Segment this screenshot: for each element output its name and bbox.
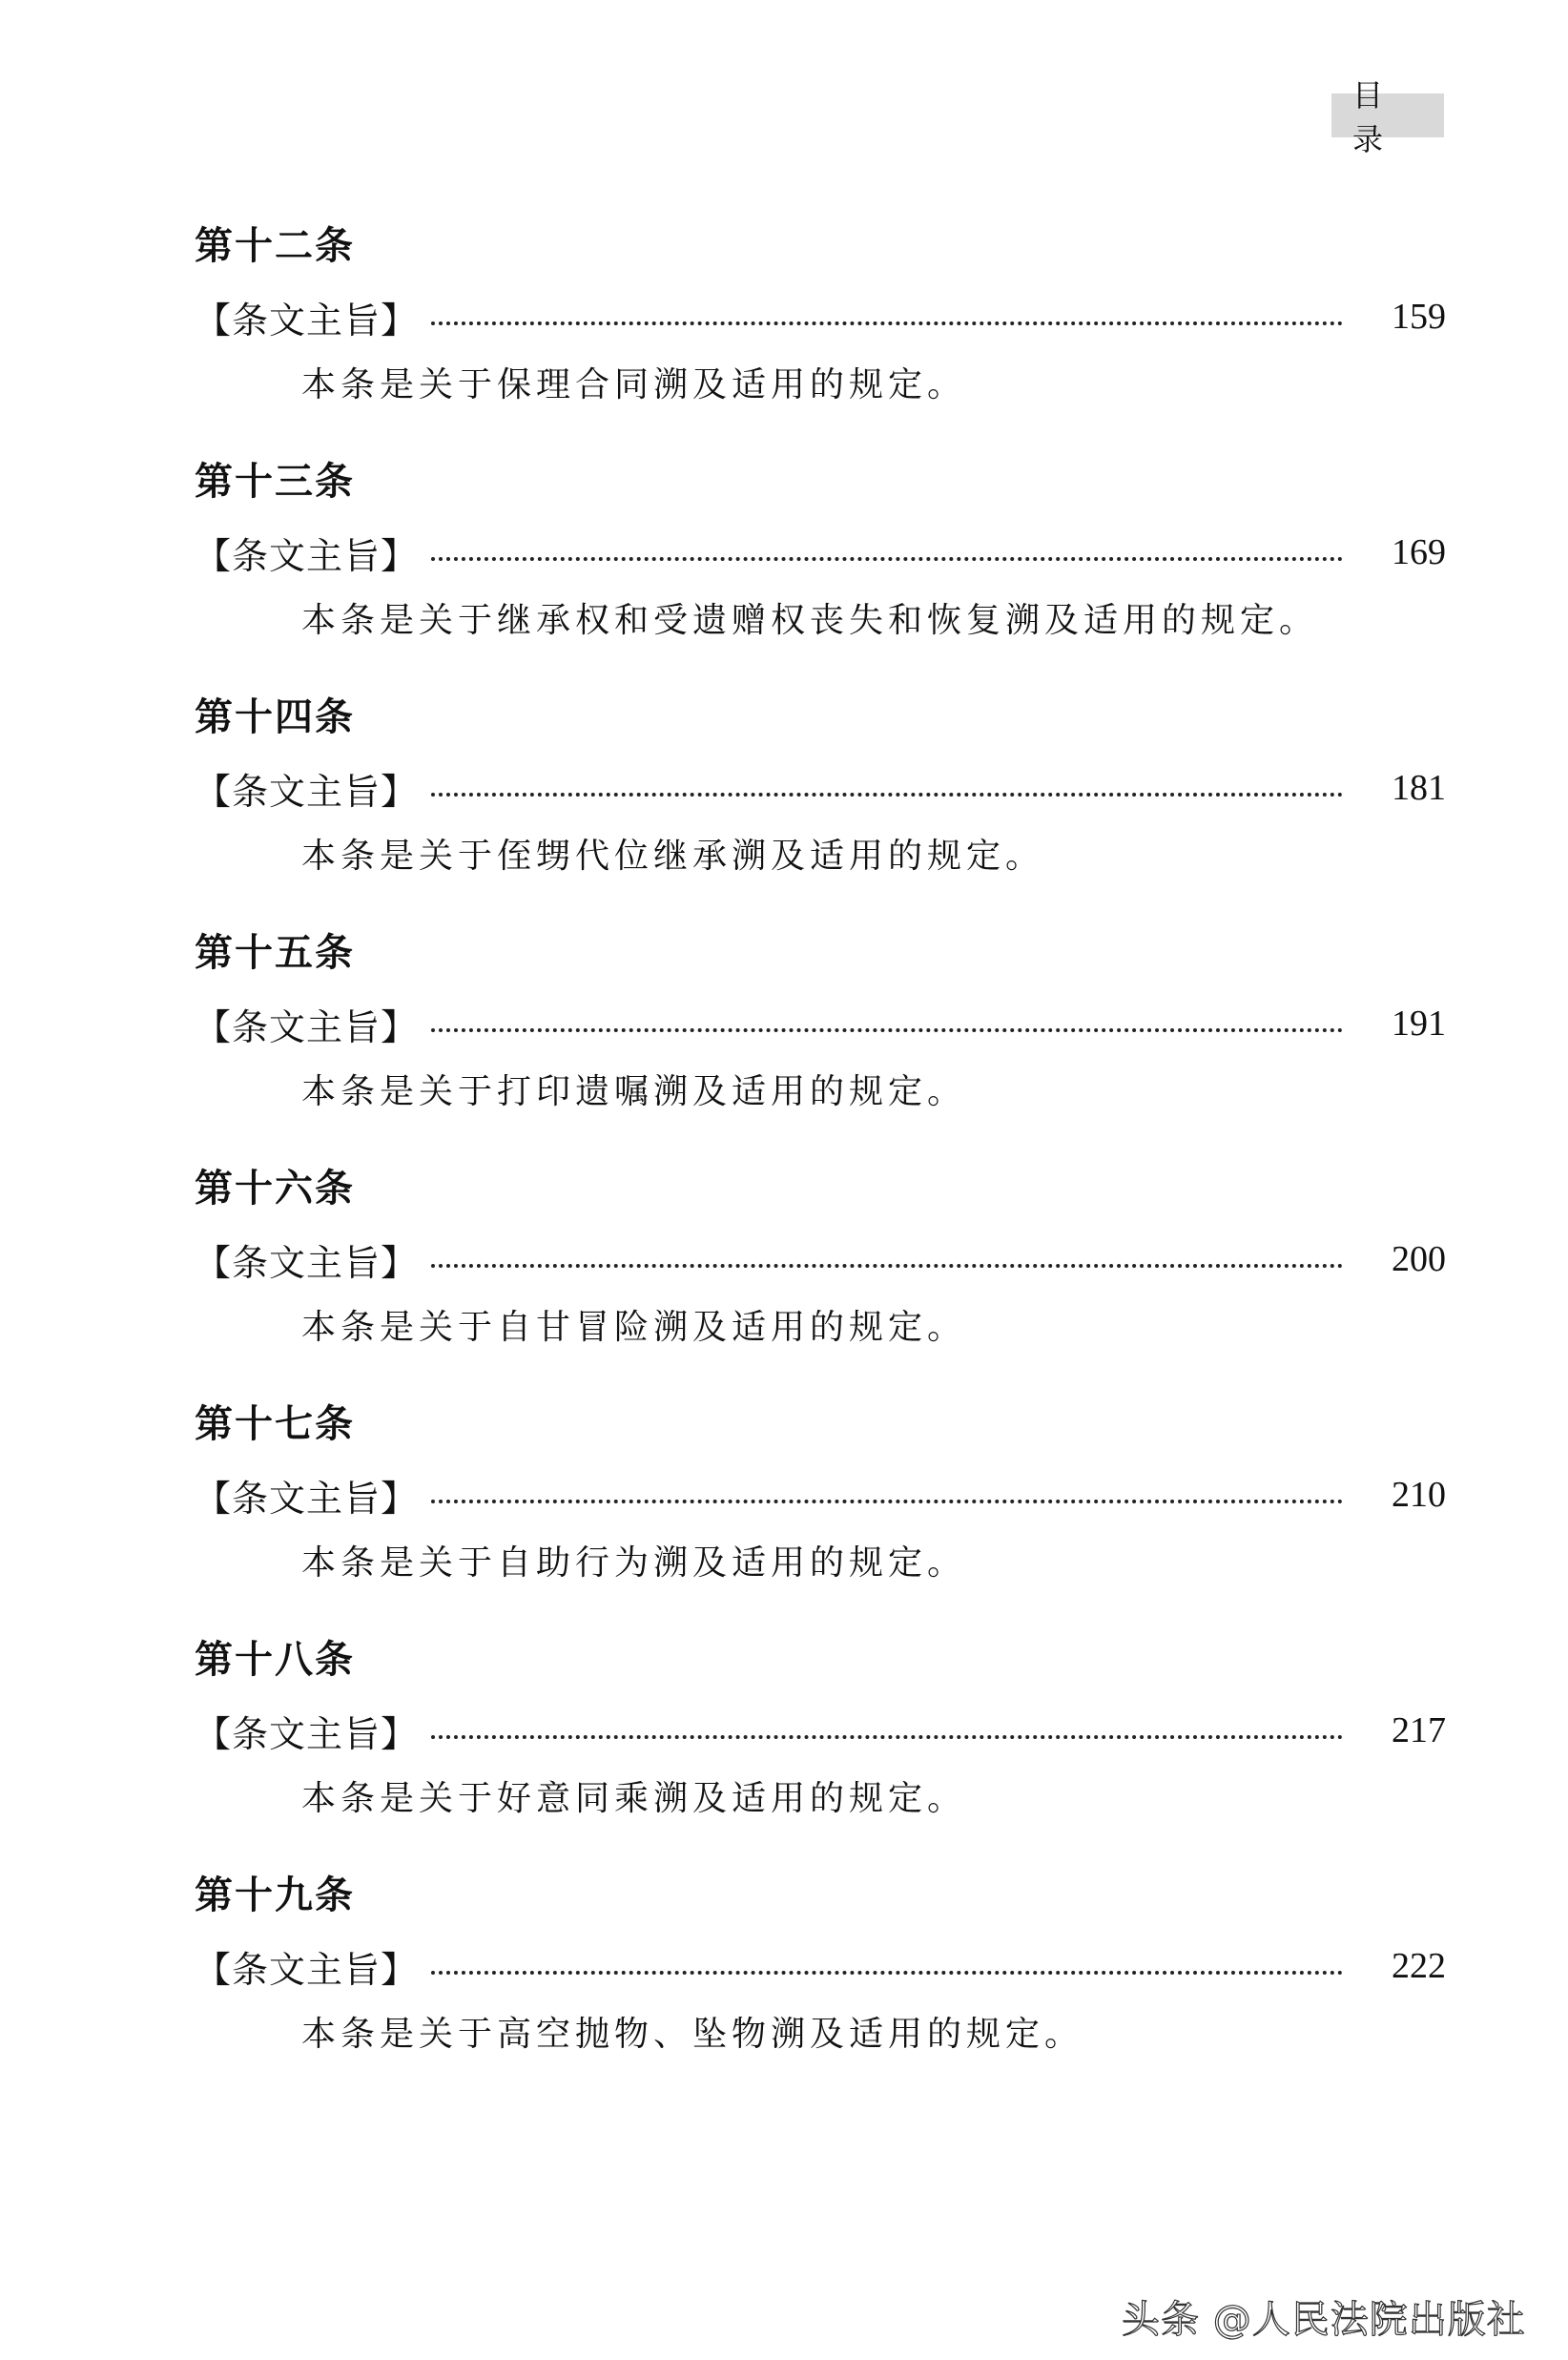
toc-line[interactable] [195, 1704, 1446, 1757]
dot-leader [431, 1500, 1343, 1503]
entry-label: 【条文主旨】 [195, 1005, 419, 1048]
dot-leader [431, 1971, 1343, 1975]
watermark-text: 头条 @人民法院出版社 [1122, 2298, 1526, 2342]
page-number: 181 [1392, 768, 1446, 808]
article-title[interactable]: 第十四条 [195, 695, 355, 739]
article-title[interactable]: 第十三条 [195, 460, 355, 504]
toc-entry [195, 926, 1446, 1162]
entry-summary: 本条是关于继承权和受遗赠权丧失和恢复溯及适用的规定。 [301, 601, 1319, 640]
entry-label: 【条文主旨】 [195, 534, 419, 577]
dot-leader [431, 1028, 1343, 1032]
page-number: 222 [1392, 1946, 1446, 1986]
entry-label: 【条文主旨】 [195, 299, 419, 342]
entry-label: 【条文主旨】 [195, 1241, 419, 1284]
table-of-contents [195, 219, 1446, 2104]
toc-entry [195, 455, 1446, 691]
toc-entry [195, 1869, 1446, 2104]
toc-line[interactable] [195, 997, 1446, 1050]
page-number: 210 [1392, 1475, 1446, 1515]
page-number: 169 [1392, 532, 1446, 572]
article-title[interactable]: 第十六条 [195, 1167, 355, 1211]
dot-leader [431, 793, 1343, 797]
entry-summary: 本条是关于高空抛物、坠物溯及适用的规定。 [301, 2015, 1084, 2054]
toc-line[interactable] [195, 1939, 1446, 1993]
entry-summary: 本条是关于侄甥代位继承溯及适用的规定。 [301, 837, 1045, 876]
toc-line[interactable] [195, 290, 1446, 343]
page-number: 217 [1392, 1710, 1446, 1750]
article-title[interactable]: 第十八条 [195, 1638, 355, 1682]
entry-summary: 本条是关于自助行为溯及适用的规定。 [301, 1543, 967, 1583]
entry-summary: 本条是关于打印遗嘱溯及适用的规定。 [301, 1072, 967, 1111]
article-title[interactable]: 第十五条 [195, 931, 355, 975]
toc-line[interactable] [195, 526, 1446, 579]
page-number: 159 [1392, 297, 1446, 337]
page-number: 200 [1392, 1239, 1446, 1279]
toc-entry [195, 1162, 1446, 1397]
entry-label: 【条文主旨】 [195, 1477, 419, 1520]
toc-entry [195, 691, 1446, 926]
toc-line[interactable] [195, 1468, 1446, 1522]
toc-line[interactable] [195, 761, 1446, 815]
article-title[interactable]: 第十二条 [195, 224, 355, 268]
entry-summary: 本条是关于好意同乘溯及适用的规定。 [301, 1779, 967, 1818]
dot-leader [431, 557, 1343, 561]
toc-entry [195, 1633, 1446, 1869]
section-header-tab: 目 录 [1331, 93, 1444, 137]
entry-label: 【条文主旨】 [195, 1948, 419, 1991]
dot-leader [431, 321, 1343, 325]
toc-entry [195, 1397, 1446, 1633]
dot-leader [431, 1735, 1343, 1739]
entry-summary: 本条是关于自甘冒险溯及适用的规定。 [301, 1308, 967, 1347]
entry-label: 【条文主旨】 [195, 770, 419, 813]
entry-summary: 本条是关于保理合同溯及适用的规定。 [301, 365, 967, 404]
entry-label: 【条文主旨】 [195, 1712, 419, 1755]
article-title[interactable]: 第十九条 [195, 1874, 355, 1917]
dot-leader [431, 1264, 1343, 1268]
article-title[interactable]: 第十七条 [195, 1402, 355, 1446]
page-number: 191 [1392, 1004, 1446, 1044]
toc-line[interactable] [195, 1232, 1446, 1286]
toc-entry [195, 219, 1446, 455]
